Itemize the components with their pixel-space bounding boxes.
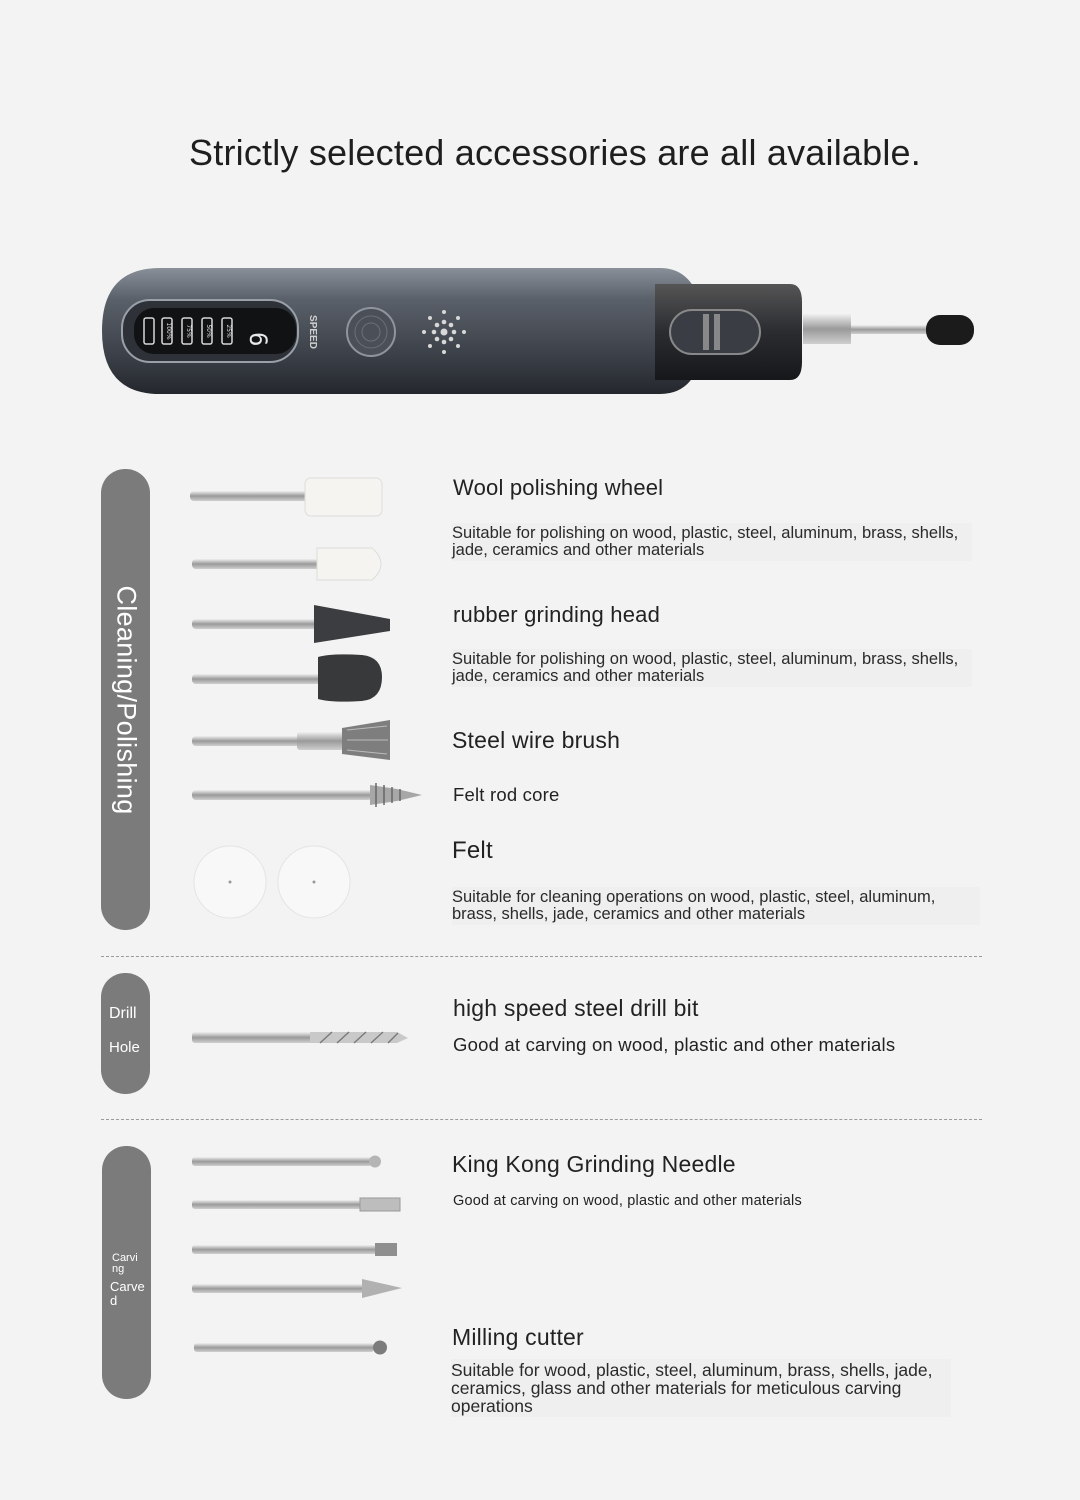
grinding-needle-cylinder-image	[192, 1195, 404, 1215]
battery-level-label: 75%	[185, 324, 192, 338]
category-drill-line2: Hole	[109, 1039, 140, 1056]
item-title-felt: Felt	[452, 837, 493, 864]
item-desc-rubber-grinding-head: Suitable for polishing on wood, plastic, steel, aluminum, brass, shells, jade, ceramics and other materials	[452, 649, 972, 687]
category-drill-line1: Drill	[109, 1005, 137, 1022]
felt-rod-core-image	[192, 777, 427, 813]
category-cleaning-polishing	[101, 469, 150, 930]
item-desc-felt-rod-core: Felt rod core	[453, 784, 560, 805]
rubber-cone-image	[192, 603, 397, 645]
milling-cutter-tip-image	[192, 1240, 402, 1260]
item-desc-grinding-needle: Good at carving on wood, plastic and other materials	[453, 1193, 802, 1209]
wire-brush-image	[192, 718, 397, 763]
category-carving-line3: Carve	[110, 1279, 145, 1294]
category-carving	[102, 1146, 151, 1399]
wool-wheel-bullet-image	[192, 544, 392, 586]
display-digit: 6	[244, 332, 272, 347]
category-drill-hole	[101, 973, 150, 1094]
rotary-tool-image	[100, 262, 990, 402]
item-desc-wool-polishing-wheel: Suitable for polishing on wood, plastic, steel, aluminum, brass, shells, jade, ceramics and other materials	[452, 523, 972, 561]
battery-level-label: 25%	[225, 324, 232, 338]
section-divider	[101, 956, 982, 957]
item-desc-milling-cutter: Suitable for wood, plastic, steel, aluminum, brass, shells, jade, ceramics, glass and other materials for meticulous carving operations	[451, 1359, 951, 1417]
category-cleaning-label: Cleaning/Polishing	[111, 584, 141, 815]
speed-label: SPEED	[307, 315, 318, 349]
drill-bit-image	[192, 1026, 414, 1050]
page-headline: Strictly selected accessories are all available.	[189, 132, 921, 173]
category-carving-line1: Carvi	[112, 1252, 138, 1264]
felt-discs-image	[193, 845, 353, 920]
battery-level-label: 50%	[205, 324, 212, 338]
section-divider	[101, 1119, 982, 1120]
item-title-drill-bit: high speed steel drill bit	[453, 995, 699, 1021]
milling-cutter-ball-image	[194, 1337, 394, 1359]
wool-wheel-cylinder-image	[190, 475, 390, 520]
item-desc-drill-bit: Good at carving on wood, plastic and other materials	[453, 1034, 896, 1055]
grinding-needle-cone-image	[192, 1277, 407, 1301]
item-title-steel-wire-brush: Steel wire brush	[452, 727, 621, 753]
item-title-wool-polishing-wheel: Wool polishing wheel	[453, 475, 664, 500]
item-desc-felt: Suitable for cleaning operations on wood, plastic, steel, aluminum, brass, shells, jade, ceramics and other materials	[452, 887, 980, 925]
item-title-grinding-needle: King Kong Grinding Needle	[452, 1151, 736, 1177]
speed-button	[347, 308, 395, 356]
grinding-needle-ball-image	[192, 1152, 387, 1172]
item-title-rubber-grinding-head: rubber grinding head	[453, 602, 661, 627]
category-carving-line2: ng	[112, 1263, 125, 1275]
category-carving-line4: d	[110, 1293, 118, 1308]
rubber-barrel-image	[192, 653, 392, 703]
battery-level-label: 100%	[165, 322, 172, 340]
item-title-milling-cutter: Milling cutter	[452, 1324, 584, 1350]
